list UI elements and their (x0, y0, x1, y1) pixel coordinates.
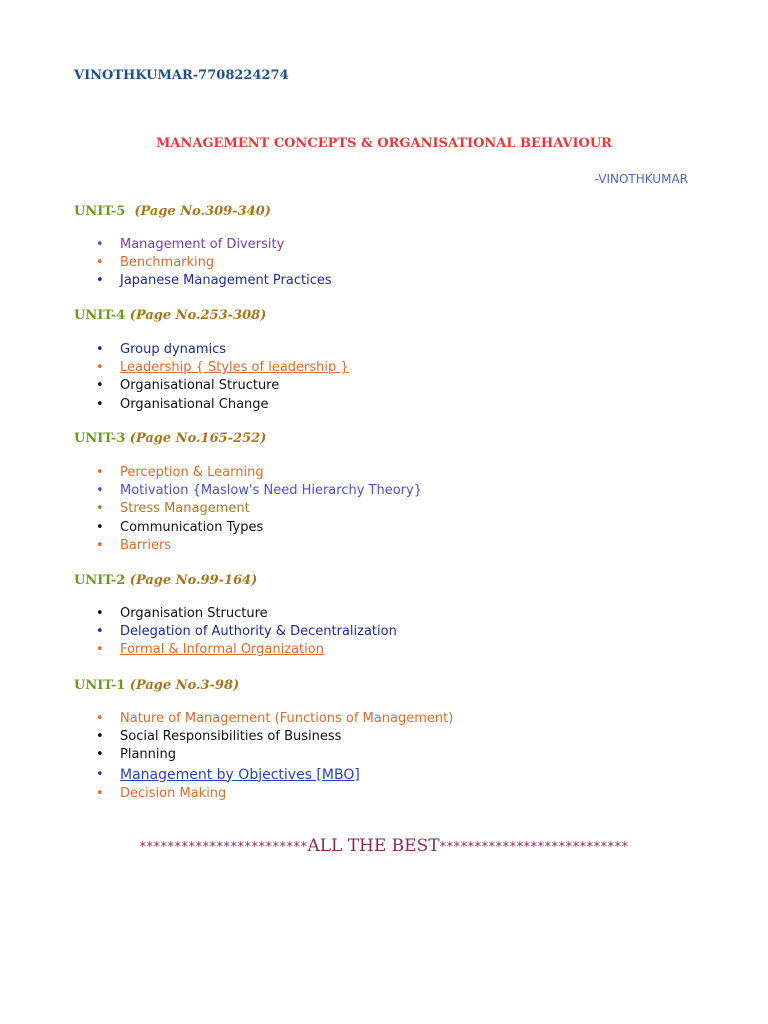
list-item (96, 519, 422, 537)
topic-text: Perception & Learning (120, 465, 264, 480)
author-contact: VINOTHKUMAR-7708224274 (74, 68, 289, 83)
unit-4-heading (74, 308, 266, 323)
unit-page-range: (Page No.99-164) (129, 573, 258, 588)
list-item (96, 641, 397, 659)
bullet-icon: • (96, 360, 104, 376)
list-item (96, 464, 422, 482)
topic-text: Decision Making (120, 785, 227, 801)
unit-5-heading (74, 204, 271, 219)
unit-page-range: (Page No.309-340) (134, 204, 271, 219)
bullet-icon: • (96, 747, 104, 763)
bullet-icon: • (96, 729, 104, 745)
unit-3-heading (74, 431, 266, 446)
topic-text: Stress Management (120, 501, 250, 517)
topic-text: Formal & Informal Organization (120, 642, 324, 658)
unit-label: UNIT-3 (74, 431, 126, 446)
bullet-icon: • (96, 465, 104, 480)
topic-text: Organisational Structure (120, 378, 280, 394)
unit-1-topic-list (96, 710, 453, 803)
topic-text: Planning (120, 747, 176, 763)
topic-text: Social Responsibilities of Business (120, 729, 342, 745)
list-item (96, 254, 332, 272)
topic-text: Organisational Change (120, 396, 269, 412)
topic-text: Management of Diversity (120, 237, 285, 252)
bullet-icon: • (96, 766, 104, 782)
bullet-icon: • (96, 378, 104, 394)
stars-right: *************************** (439, 840, 629, 855)
topic-text: Nature of Management (Functions of Management) (120, 711, 454, 726)
bullet-icon: • (96, 483, 104, 499)
stars-left: ************************ (139, 840, 308, 855)
topic-text: Organisation Structure (120, 606, 268, 621)
list-item (96, 785, 453, 803)
list-item (96, 482, 422, 500)
unit-page-range: (Page No.253-308) (129, 308, 267, 323)
topic-text: Benchmarking (120, 255, 215, 271)
bullet-icon: • (96, 255, 104, 271)
bullet-icon: • (96, 342, 104, 357)
topic-text: Management by Objectives [MBO] (120, 766, 360, 783)
unit-page-range: (Page No.165-252) (129, 431, 267, 446)
unit-2-topic-list (96, 605, 397, 660)
topic-text: Group dynamics (120, 342, 227, 357)
bullet-icon: • (96, 642, 104, 658)
list-item (96, 359, 349, 377)
document-title: MANAGEMENT CONCEPTS & ORGANISATIONAL BEHAVIOUR (156, 136, 612, 151)
bullet-icon: • (96, 519, 104, 535)
bullet-icon: • (96, 273, 104, 289)
unit-5-topic-list (96, 236, 332, 291)
list-item (96, 623, 397, 641)
list-item (96, 746, 453, 764)
bullet-icon: • (96, 624, 104, 640)
bullet-icon: • (96, 537, 104, 553)
list-item (96, 728, 453, 746)
bullet-icon: • (96, 785, 104, 801)
topic-text: Leadership { Styles of leadership } (120, 360, 349, 376)
unit-label: UNIT-2 (74, 573, 126, 588)
list-item (96, 710, 453, 728)
bullet-icon: • (96, 237, 104, 252)
topic-text: Communication Types (120, 519, 264, 535)
topic-text: Japanese Management Practices (120, 273, 332, 289)
bullet-icon: • (96, 711, 104, 726)
unit-page-range: (Page No.3-98) (129, 678, 240, 693)
unit-label: UNIT-4 (74, 308, 126, 323)
unit-1-heading (74, 678, 239, 693)
bullet-icon: • (96, 501, 104, 517)
topic-text: Delegation of Authority & Decentralization (120, 624, 397, 640)
list-item (96, 537, 422, 555)
unit-4-topic-list (96, 341, 349, 414)
list-item (96, 341, 349, 359)
list-item (96, 765, 453, 785)
list-item (96, 605, 397, 623)
unit-2-heading (74, 573, 257, 588)
list-item (96, 377, 349, 395)
unit-label: UNIT-5 (74, 204, 126, 219)
topic-text: Motivation {Maslow's Need Hierarchy Theory} (120, 483, 422, 499)
closing-message: ALL THE BEST (307, 836, 440, 856)
unit-label: UNIT-1 (74, 678, 126, 693)
closing-line (0, 836, 768, 856)
author-byline: -VINOTHKUMAR (594, 172, 688, 186)
unit-3-topic-list (96, 464, 422, 555)
list-item (96, 396, 349, 414)
topic-text: Barriers (120, 537, 172, 553)
list-item (96, 236, 332, 254)
bullet-icon: • (96, 606, 104, 621)
list-item (96, 500, 422, 518)
bullet-icon: • (96, 396, 104, 412)
list-item (96, 272, 332, 290)
